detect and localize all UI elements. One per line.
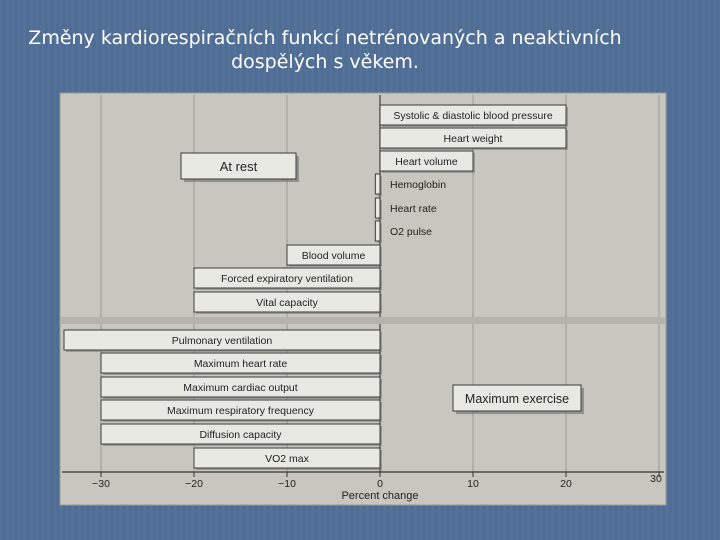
bar-label: Heart weight [443,133,503,145]
bar-group [101,400,382,422]
bar [375,221,380,241]
x-tick-label: −10 [278,478,296,490]
bar-group [101,424,382,446]
bar-group [380,105,568,127]
x-tick-label: −20 [185,478,203,490]
section-label-box [453,385,584,414]
bar-label: Systolic & diastolic blood pressure [393,110,553,122]
bar-label: Hemoglobin [390,179,447,191]
bar-label: Diffusion capacity [199,429,282,441]
bar-label: Maximum cardiac output [183,382,298,394]
bar [375,198,380,218]
bar-label: O2 pulse [390,226,433,238]
x-axis-label: Percent change [341,490,419,502]
x-tick-label: 0 [377,478,383,490]
bar-group [380,128,568,150]
x-tick-label: −30 [92,478,110,490]
bar-group [101,377,382,399]
bar-label: Pulmonary ventilation [171,335,273,347]
x-tick-label: 30 [650,473,662,485]
slide-title-line-1: Změny kardiorespiračních funkcí netrénovaných a neaktivních [28,27,622,49]
bar-label: Forced expiratory ventilation [221,273,353,285]
bar-group [101,353,382,375]
bar-group [194,448,382,470]
x-tick-label: 20 [560,478,572,490]
bar-label: Heart volume [395,156,458,168]
bar-group [194,292,382,314]
bar-label: Blood volume [301,250,366,262]
bar-label: Maximum respiratory frequency [166,405,315,417]
section-label-box [181,153,299,182]
bar-label: VO2 max [265,453,309,465]
bar-label: Maximum heart rate [193,358,288,370]
section-divider [60,317,666,324]
bar-label: Vital capacity [256,297,318,309]
bar-label: Heart rate [390,203,437,215]
slide-title-line-2: dospělých s věkem. [231,51,419,73]
bar-group [194,268,382,290]
section-label: At rest [219,159,258,174]
bar-group [380,151,475,173]
bar-group [287,245,382,267]
x-tick-label: 10 [467,478,479,490]
section-label: Maximum exercise [464,392,570,406]
bar [375,174,380,194]
bar-group [64,330,382,352]
